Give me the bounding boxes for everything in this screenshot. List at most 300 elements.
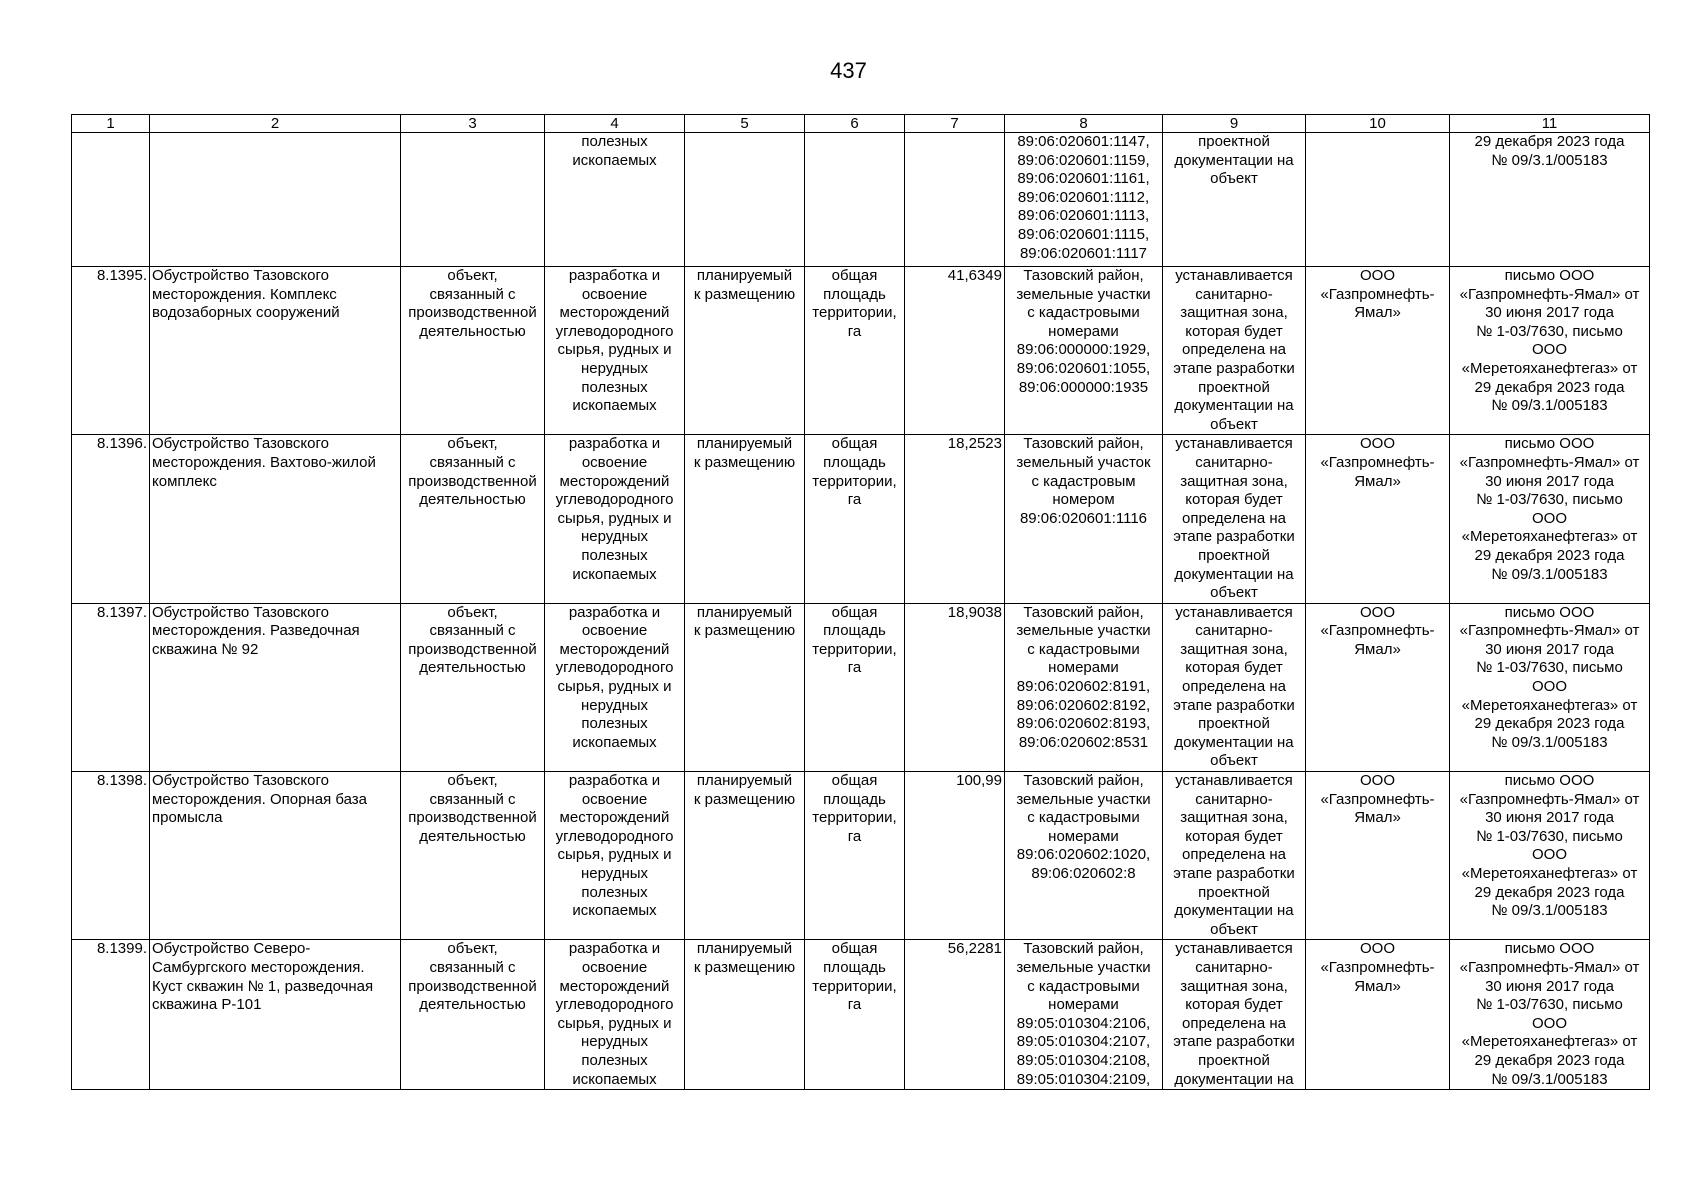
text-line: Обустройство Тазовского [152, 267, 329, 284]
text-line: Ямал» [1354, 640, 1401, 658]
column-number: 3 [401, 115, 545, 133]
text-line: месторождений [559, 472, 670, 490]
text-line: сырья, рудных и [557, 509, 672, 527]
text-line: земельный участок [1016, 453, 1151, 471]
text-line: производственной [408, 977, 537, 995]
text-line: Обустройство Тазовского [152, 435, 329, 453]
cell-object-name [150, 772, 401, 940]
cell-object-type [401, 435, 545, 603]
text-line: определена на [1182, 341, 1286, 359]
text-line: разработка и [568, 267, 661, 284]
text-line: 89:06:000000:1929, [1016, 341, 1151, 359]
cell-status [685, 267, 805, 435]
column-number: 5 [685, 115, 805, 133]
text-line: Обустройство Тазовского [152, 603, 329, 621]
text-line: полезных [581, 378, 648, 396]
text-line: ООО [1531, 678, 1567, 696]
cell-status [685, 940, 805, 1090]
cell-empty [1306, 133, 1450, 267]
text-line: к размещению [693, 790, 796, 808]
cell-characteristic [805, 940, 905, 1090]
cell-empty [72, 133, 150, 267]
text-line: Ямал» [1354, 977, 1401, 995]
text-line: нерудных [580, 696, 649, 714]
text-line: определена на [1182, 509, 1286, 527]
text-line: месторождения. Разведочная [152, 622, 360, 640]
cell-empty [401, 133, 545, 267]
text-line: «Меретояханефтегаз» от [1461, 696, 1638, 714]
text-line: «Газпромнефть-Ямал» от [1459, 958, 1640, 976]
cell-purpose [545, 772, 685, 940]
text-line: которая будет [1185, 996, 1283, 1014]
text-line: земельные участки [1016, 622, 1151, 640]
text-line: углеводородного [555, 659, 674, 677]
text-line: № 1-03/7630, письмо [1476, 659, 1623, 677]
text-line: освоение [581, 622, 648, 640]
text-line: с кадастровым [1031, 472, 1136, 490]
text-line: разработка и [568, 435, 661, 453]
text-line: территории, [812, 640, 897, 658]
text-line: этапе разработки [1173, 1033, 1295, 1051]
text-line: ископаемых [572, 397, 657, 415]
text-line: «Меретояханефтегаз» от [1461, 359, 1638, 377]
text-line: ископаемых [572, 902, 657, 920]
text-line: объект [1210, 584, 1258, 602]
text-line: комплекс [152, 472, 217, 490]
cell-basis [1450, 940, 1650, 1090]
text-line: 89:05:010304:2108, [1016, 1051, 1151, 1069]
text-line: «Газпромнефть-Ямал» от [1459, 790, 1640, 808]
text-line: углеводородного [555, 996, 674, 1014]
cell-empty [685, 133, 805, 267]
text-line: планируемый [696, 940, 793, 958]
text-line: площадь [823, 958, 886, 976]
text-line: 89:05:010304:2106, [1016, 1014, 1151, 1032]
cell-object-type [401, 772, 545, 940]
cell-owner [1306, 940, 1450, 1090]
text-line: нерудных [580, 528, 649, 546]
text-line: документации на [1174, 151, 1294, 169]
text-line: 29 декабря 2023 года [1474, 378, 1625, 396]
text-line: проектной [1198, 133, 1270, 150]
text-line: 30 июня 2017 года [1485, 472, 1614, 490]
cell-number: 8.1395. [72, 267, 150, 435]
text-line: водозаборных сооружений [152, 304, 340, 322]
page-number: 437 [830, 58, 867, 83]
text-line: «Газпромнефть- [1320, 958, 1435, 976]
text-line: деятельностью [419, 827, 526, 845]
text-line: полезных [581, 1051, 648, 1069]
cell-purpose [545, 435, 685, 603]
table-row [72, 435, 1650, 603]
column-number: 1 [72, 115, 150, 133]
text-line: объект [1210, 920, 1258, 938]
text-line: № 09/3.1/005183 [1491, 397, 1608, 415]
text-line: с кадастровыми [1027, 304, 1140, 322]
column-number: 6 [805, 115, 905, 133]
text-line: углеводородного [555, 827, 674, 845]
cell-value: 41,6349 [905, 267, 1005, 435]
text-line: ООО [1359, 603, 1395, 621]
cell-value: 18,2523 [905, 435, 1005, 603]
text-line: ООО [1531, 846, 1567, 864]
text-line: промысла [152, 809, 223, 827]
text-line: защитная зона, [1180, 472, 1288, 490]
text-line: связанный с [429, 622, 516, 640]
text-line: 89:06:020602:8 [1031, 865, 1136, 882]
cell-number: 8.1398. [72, 772, 150, 940]
text-line: ООО [1359, 772, 1395, 790]
text-line: проектной [1198, 546, 1270, 564]
text-line: 89:06:020601:1055, [1016, 359, 1151, 377]
text-line: ископаемых [572, 151, 657, 169]
text-line: санитарно- [1195, 285, 1273, 303]
text-line: 30 июня 2017 года [1485, 977, 1614, 995]
cell-empty [150, 133, 401, 267]
text-line: письмо ООО [1504, 603, 1595, 621]
cell-empty [805, 133, 905, 267]
text-line: устанавливается [1175, 940, 1293, 958]
text-line: «Меретояханефтегаз» от [1461, 1033, 1638, 1051]
cell-owner [1306, 267, 1450, 435]
text-line: сырья, рудных и [557, 678, 672, 696]
text-line: устанавливается [1175, 435, 1293, 453]
text-line: общая [831, 435, 878, 453]
text-line: Обустройство Северо- [152, 940, 311, 958]
text-line: 89:06:020601:1112, [1017, 188, 1150, 206]
cell-number: 8.1397. [72, 603, 150, 771]
text-line: освоение [581, 285, 648, 303]
text-line: 89:06:020602:1020, [1016, 846, 1151, 864]
cell-purpose [545, 940, 685, 1090]
text-line: определена на [1182, 678, 1286, 696]
text-line: номерами [1048, 827, 1119, 845]
text-line: устанавливается [1175, 603, 1293, 621]
text-line: освоение [581, 790, 648, 808]
text-line: ископаемых [572, 1070, 657, 1088]
cell-zone [1163, 267, 1306, 435]
text-line: ООО [1531, 1014, 1567, 1032]
text-line: разработка и [568, 940, 661, 958]
text-line: которая будет [1185, 659, 1283, 677]
text-line: месторождений [559, 809, 670, 827]
text-line: № 1-03/7630, письмо [1476, 491, 1623, 509]
cell-value: 18,9038 [905, 603, 1005, 771]
cell-status [685, 772, 805, 940]
text-line: номером [1052, 491, 1115, 509]
text-line: санитарно- [1195, 790, 1273, 808]
text-line: «Газпромнефть-Ямал» от [1459, 285, 1640, 303]
text-line: месторождения. Комплекс [152, 285, 337, 303]
text-line: «Газпромнефть- [1320, 453, 1435, 471]
text-line: 89:06:020602:8193, [1016, 715, 1151, 733]
cell-characteristic [805, 435, 905, 603]
text-line: «Газпромнефть-Ямал» от [1459, 453, 1640, 471]
text-line: 89:06:020601:1147, [1017, 133, 1150, 150]
text-line: 89:06:020601:1117 [1019, 244, 1148, 262]
text-line: Тазовский район, [1023, 772, 1144, 790]
cell-object-name [150, 435, 401, 603]
text-line: месторождений [559, 977, 670, 995]
cell-characteristic [805, 267, 905, 435]
text-line: санитарно- [1195, 453, 1273, 471]
column-number: 8 [1005, 115, 1163, 133]
text-line: к размещению [693, 622, 796, 640]
text-line: 30 июня 2017 года [1485, 304, 1614, 322]
text-line: Ямал» [1354, 809, 1401, 827]
text-line: нерудных [580, 865, 649, 882]
text-line: номерами [1048, 996, 1119, 1014]
text-line: проектной [1198, 378, 1270, 396]
cell-object-type [401, 603, 545, 771]
column-number: 10 [1306, 115, 1450, 133]
text-line: земельные участки [1016, 285, 1151, 303]
text-line: документации на [1174, 902, 1294, 920]
cell-zone [1163, 940, 1306, 1090]
text-line: разработка и [568, 772, 661, 790]
cell-value: 100,99 [905, 772, 1005, 940]
text-line: скважина Р-101 [152, 996, 262, 1014]
cell-number: 8.1396. [72, 435, 150, 603]
text-line: которая будет [1185, 827, 1283, 845]
text-line: земельные участки [1016, 958, 1151, 976]
text-line: с кадастровыми [1027, 977, 1140, 995]
cell-object-name [150, 940, 401, 1090]
text-line: полезных [581, 133, 648, 150]
text-line: Обустройство Тазовского [152, 772, 329, 790]
text-line: этапе разработки [1173, 865, 1295, 882]
text-line: углеводородного [555, 322, 674, 340]
cell-characteristic [805, 772, 905, 940]
cell-characteristic [805, 603, 905, 771]
text-line: документации на [1174, 397, 1294, 415]
text-line: ООО [1359, 267, 1395, 284]
cell-object-type [401, 267, 545, 435]
cell-basis [1450, 133, 1650, 267]
text-line: № 1-03/7630, письмо [1476, 827, 1623, 845]
text-line: территории, [812, 977, 897, 995]
text-line: связанный с [429, 453, 516, 471]
text-line: 29 декабря 2023 года [1474, 133, 1625, 150]
text-line: территории, [812, 472, 897, 490]
cell-owner [1306, 603, 1450, 771]
text-line: к размещению [693, 453, 796, 471]
text-line: объект [1210, 170, 1258, 188]
text-line: к размещению [693, 285, 796, 303]
text-line: «Газпромнефть- [1320, 285, 1435, 303]
cell-location [1005, 267, 1163, 435]
cell-owner [1306, 435, 1450, 603]
table-row [72, 940, 1650, 1090]
text-line: № 09/3.1/005183 [1491, 1070, 1608, 1088]
text-line: общая [831, 267, 878, 284]
cell-purpose [545, 603, 685, 771]
text-line: 30 июня 2017 года [1485, 640, 1614, 658]
text-line: сырья, рудных и [557, 1014, 672, 1032]
table-row [72, 603, 1650, 771]
text-line: га [847, 827, 862, 845]
text-line: санитарно- [1195, 622, 1273, 640]
cell-zone [1163, 772, 1306, 940]
cell-location [1005, 133, 1163, 267]
text-line: освоение [581, 958, 648, 976]
text-line: территории, [812, 809, 897, 827]
text-line: письмо ООО [1504, 435, 1595, 453]
text-line: 89:06:020602:8531 [1018, 733, 1149, 751]
text-line: с кадастровыми [1027, 809, 1140, 827]
column-number: 11 [1450, 115, 1650, 133]
text-line: освоение [581, 453, 648, 471]
cell-status [685, 603, 805, 771]
text-line: скважина № 92 [152, 640, 259, 658]
text-line: полезных [581, 715, 648, 733]
text-line: Тазовский район, [1023, 603, 1144, 621]
text-line: га [847, 322, 862, 340]
text-line: планируемый [696, 603, 793, 621]
cell-location [1005, 772, 1163, 940]
text-line: ООО [1531, 341, 1567, 359]
text-line: объект [1210, 415, 1258, 433]
text-line: № 09/3.1/005183 [1491, 151, 1608, 169]
text-line: документации на [1174, 565, 1294, 583]
text-line: общая [831, 772, 878, 790]
text-line: производственной [408, 640, 537, 658]
text-line: ископаемых [572, 565, 657, 583]
column-number: 2 [150, 115, 401, 133]
column-number: 9 [1163, 115, 1306, 133]
cell-owner [1306, 772, 1450, 940]
text-line: санитарно- [1195, 958, 1273, 976]
text-line: защитная зона, [1180, 304, 1288, 322]
text-line: га [847, 491, 862, 509]
cell-object-name [150, 603, 401, 771]
objects-table [71, 114, 1650, 1090]
text-line: этапе разработки [1173, 528, 1295, 546]
text-line: «Меретояханефтегаз» от [1461, 528, 1638, 546]
text-line: планируемый [696, 435, 793, 453]
text-line: «Газпромнефть- [1320, 790, 1435, 808]
text-line: «Газпромнефть- [1320, 622, 1435, 640]
text-line: 29 декабря 2023 года [1474, 715, 1625, 733]
text-line: № 09/3.1/005183 [1491, 733, 1608, 751]
text-line: деятельностью [419, 996, 526, 1014]
text-line: № 1-03/7630, письмо [1476, 322, 1623, 340]
text-line: определена на [1182, 846, 1286, 864]
cell-purpose [545, 133, 685, 267]
text-line: определена на [1182, 1014, 1286, 1032]
text-line: месторождения. Опорная база [152, 790, 367, 808]
text-line: связанный с [429, 790, 516, 808]
text-line: общая [831, 940, 878, 958]
text-line: Куст скважин № 1, разведочная [152, 977, 374, 995]
column-number: 7 [905, 115, 1005, 133]
text-line: этапе разработки [1173, 696, 1295, 714]
continuation-row [72, 133, 1650, 267]
text-line: 89:05:010304:2109, [1016, 1070, 1151, 1088]
text-line: планируемый [696, 772, 793, 790]
text-line: ООО [1531, 509, 1567, 527]
text-line: этапе разработки [1173, 359, 1295, 377]
text-line: № 09/3.1/005183 [1491, 902, 1608, 920]
text-line: Самбургского месторождения. [152, 958, 365, 976]
text-line: сырья, рудных и [557, 341, 672, 359]
text-line: деятельностью [419, 322, 526, 340]
column-number-row [72, 115, 1650, 133]
text-line: 89:06:020601:1159, [1017, 151, 1150, 169]
text-line: объект, [447, 603, 498, 621]
text-line: углеводородного [555, 491, 674, 509]
text-line: объект [1210, 752, 1258, 770]
text-line: номерами [1048, 659, 1119, 677]
cell-basis [1450, 267, 1650, 435]
cell-basis [1450, 772, 1650, 940]
cell-number: 8.1399. [72, 940, 150, 1090]
table-row [72, 772, 1650, 940]
text-line: связанный с [429, 285, 516, 303]
cell-zone [1163, 133, 1306, 267]
table-row [72, 267, 1650, 435]
text-line: месторождений [559, 304, 670, 322]
text-line: проектной [1198, 715, 1270, 733]
text-line: к размещению [693, 958, 796, 976]
text-line: территории, [812, 304, 897, 322]
text-line: объект, [447, 267, 498, 284]
text-line: ООО [1359, 435, 1395, 453]
text-line: производственной [408, 304, 537, 322]
text-line: письмо ООО [1504, 267, 1595, 284]
text-line: защитная зона, [1180, 809, 1288, 827]
text-line: номерами [1048, 322, 1119, 340]
text-line: месторождения. Вахтово-жилой [152, 453, 376, 471]
text-line: деятельностью [419, 659, 526, 677]
cell-object-name [150, 267, 401, 435]
cell-basis [1450, 435, 1650, 603]
text-line: «Меретояханефтегаз» от [1461, 865, 1638, 882]
text-line: Ямал» [1354, 472, 1401, 490]
text-line: нерудных [580, 1033, 649, 1051]
text-line: 29 декабря 2023 года [1474, 883, 1625, 901]
cell-object-type [401, 940, 545, 1090]
text-line: Ямал» [1354, 304, 1401, 322]
text-line: 29 декабря 2023 года [1474, 1051, 1625, 1069]
cell-location [1005, 435, 1163, 603]
text-line: «Газпромнефть-Ямал» от [1459, 622, 1640, 640]
cell-value: 56,2281 [905, 940, 1005, 1090]
column-number: 4 [545, 115, 685, 133]
cell-zone [1163, 603, 1306, 771]
text-line: проектной [1198, 1051, 1270, 1069]
text-line: проектной [1198, 883, 1270, 901]
cell-location [1005, 940, 1163, 1090]
text-line: 89:06:020602:8191, [1016, 678, 1151, 696]
text-line: письмо ООО [1504, 940, 1595, 958]
text-line: объект, [447, 772, 498, 790]
text-line: 89:06:020602:8192, [1016, 696, 1151, 714]
text-line: № 09/3.1/005183 [1491, 565, 1608, 583]
text-line: деятельностью [419, 491, 526, 509]
cell-purpose [545, 267, 685, 435]
text-line: устанавливается [1175, 267, 1293, 284]
cell-basis [1450, 603, 1650, 771]
text-line: сырья, рудных и [557, 846, 672, 864]
text-line: 89:06:020601:1115, [1017, 225, 1150, 243]
text-line: ООО [1359, 940, 1395, 958]
text-line: производственной [408, 809, 537, 827]
text-line: га [847, 659, 862, 677]
text-line: объект, [447, 435, 498, 453]
cell-zone [1163, 435, 1306, 603]
text-line: планируемый [696, 267, 793, 284]
